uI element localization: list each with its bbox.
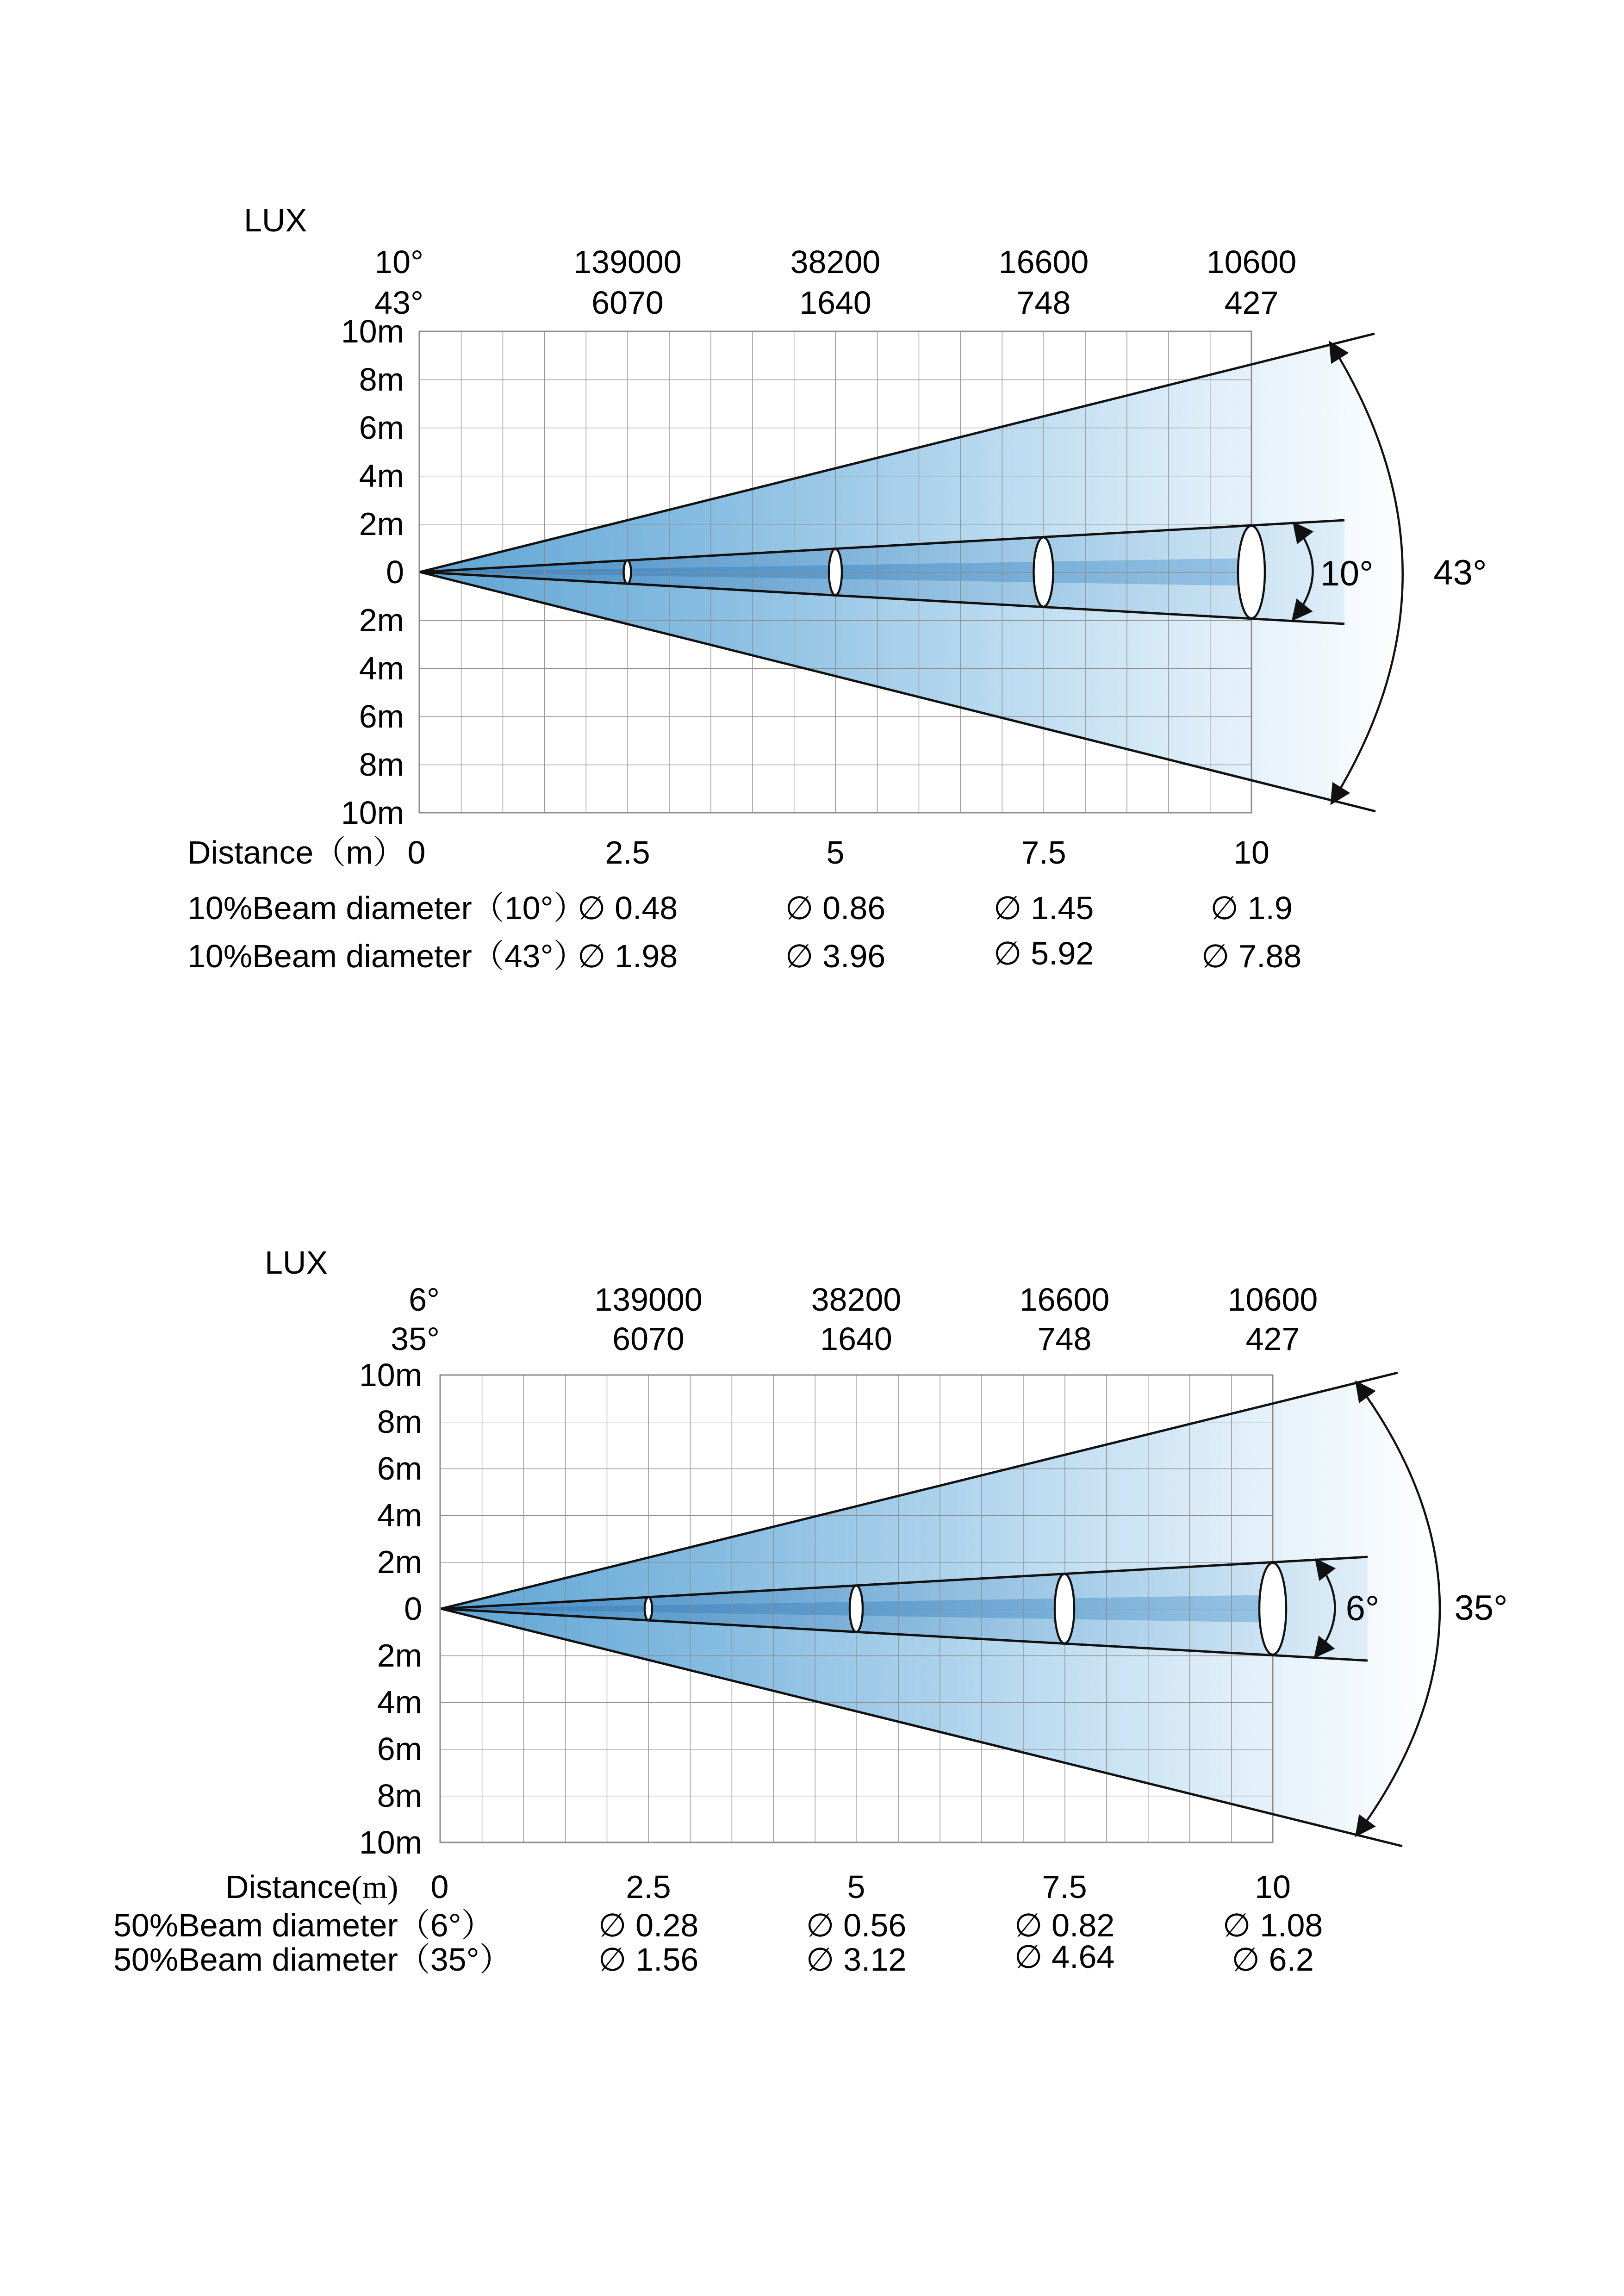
beam-diameter-value: ∅ 7.88: [1201, 938, 1302, 974]
distance-tick: 7.5: [1042, 1869, 1087, 1905]
y-axis-tick-label: 10m: [359, 1357, 422, 1393]
y-axis-tick-label: 4m: [359, 458, 404, 494]
lux-row-angle: 6°: [409, 1282, 440, 1318]
beam-diameter-value: ∅ 5.92: [993, 935, 1094, 971]
y-axis-tick-label: 6m: [377, 1450, 422, 1487]
distance-tick: 10: [1255, 1869, 1291, 1905]
y-axis-tick-label: 10m: [341, 795, 404, 831]
beam-diameter-row-label: 50%Beam diameter（35°）: [113, 1941, 512, 1978]
beam-diameter-value: ∅ 6.2: [1232, 1941, 1314, 1978]
beam-diameter-value: ∅ 4.64: [1014, 1939, 1115, 1975]
lux-value: 38200: [790, 244, 881, 280]
beam-cross-section-ellipse: [624, 560, 631, 584]
lux-value: 16600: [1019, 1282, 1110, 1318]
beam-cross-section-ellipse: [850, 1586, 863, 1632]
beam-diameter-value: ∅ 3.12: [806, 1941, 907, 1978]
beam-diameter-value: ∅ 0.28: [598, 1907, 699, 1943]
y-axis-tick-label: 8m: [359, 361, 404, 398]
lux-value: 1640: [820, 1321, 892, 1357]
lux-value: 1640: [799, 285, 871, 321]
beam-diameter-row-label: 10%Beam diameter（43°）: [187, 938, 586, 974]
upper-beam-diagram: [419, 331, 1403, 813]
beam-cross-section-ellipse: [829, 549, 842, 595]
lux-value: 139000: [573, 244, 682, 280]
y-axis-tick-label: 0: [386, 554, 404, 590]
distance-tick: 0: [430, 1869, 449, 1905]
beam-diameter-row-label: 10%Beam diameter（10°）: [187, 890, 586, 926]
beam-diameter-value: ∅ 1.56: [598, 1941, 699, 1978]
lux-value: 748: [1016, 285, 1071, 321]
beam-diameter-value: ∅ 1.98: [577, 938, 678, 974]
wide-beam-angle-label: 43°: [1433, 553, 1487, 592]
lux-value: 748: [1037, 1321, 1092, 1357]
distance-tick: 7.5: [1021, 834, 1066, 871]
y-axis-tick-label: 6m: [359, 410, 404, 446]
beam-diameter-value: ∅ 1.08: [1222, 1907, 1323, 1943]
y-axis-tick-label: 8m: [377, 1404, 422, 1440]
beam-diameter-value: ∅ 0.56: [806, 1907, 907, 1943]
lux-value: 10600: [1227, 1282, 1318, 1318]
y-axis-tick-label: 8m: [377, 1778, 422, 1814]
y-axis-tick-label: 2m: [359, 602, 404, 638]
beam-diameter-value: ∅ 0.82: [1014, 1907, 1115, 1943]
y-axis-tick-label: 10m: [341, 313, 404, 349]
distance-axis-unit: (m): [351, 1870, 398, 1905]
wide-beam-angle-label: 35°: [1454, 1588, 1508, 1628]
y-axis-tick-label: 8m: [359, 747, 404, 783]
narrow-beam-angle-label: 10°: [1320, 554, 1374, 593]
beam-cross-section-ellipse: [1055, 1574, 1074, 1643]
narrow-beam-angle-label: 6°: [1345, 1589, 1380, 1628]
beam-cross-section-ellipse: [1238, 526, 1265, 618]
beam-diameter-value: ∅ 1.9: [1210, 890, 1293, 926]
y-axis-tick-label: 4m: [359, 650, 404, 686]
lux-title: LUX: [244, 202, 307, 238]
y-axis-tick-label: 2m: [377, 1637, 422, 1674]
lux-title: LUX: [265, 1244, 328, 1281]
beam-diameter-value: ∅ 0.86: [785, 890, 886, 926]
distance-tick: 5: [826, 834, 845, 871]
lux-value: 6070: [612, 1321, 684, 1357]
y-axis-tick-label: 6m: [377, 1731, 422, 1767]
distance-tick: 2.5: [626, 1869, 671, 1905]
distance-tick: 10: [1233, 834, 1269, 871]
distance-axis-label: Distance（m）: [187, 834, 405, 871]
distance-tick: 0: [407, 834, 426, 871]
y-axis-tick-label: 10m: [359, 1824, 422, 1860]
y-axis-tick-label: 6m: [359, 698, 404, 734]
beam-diameter-value: ∅ 3.96: [785, 938, 886, 974]
distance-axis-label: [225, 1871, 398, 1904]
lower-beam-diagram: [440, 1373, 1440, 1846]
beam-cross-section-ellipse: [645, 1597, 652, 1620]
beam-diameter-row-label: 50%Beam diameter（6°）: [113, 1907, 494, 1943]
beam-cross-section-ellipse: [1034, 537, 1053, 607]
y-axis-tick-label: 4m: [377, 1497, 422, 1533]
lux-value: 16600: [998, 244, 1089, 280]
beam-diameter-value: ∅ 1.45: [993, 890, 1094, 926]
distance-tick: 2.5: [605, 834, 650, 871]
distance-tick: 5: [847, 1869, 865, 1905]
lux-row-angle: 43°: [374, 285, 423, 321]
beam-cross-section-ellipse: [1259, 1563, 1286, 1655]
beam-diameter-value: ∅ 0.48: [577, 890, 678, 926]
lux-value: 427: [1224, 285, 1279, 321]
lux-row-angle: 35°: [391, 1321, 440, 1357]
lux-value: 6070: [591, 285, 664, 321]
y-axis-tick-label: 0: [404, 1591, 422, 1627]
distance-axis-label-text: Distance: [225, 1869, 352, 1905]
y-axis-tick-label: 2m: [359, 506, 404, 542]
y-axis-tick-label: 4m: [377, 1684, 422, 1720]
lux-value: 10600: [1206, 244, 1297, 280]
lux-row-angle: 10°: [374, 244, 423, 280]
lux-value: 139000: [594, 1282, 703, 1318]
lux-value: 427: [1245, 1321, 1300, 1357]
lux-value: 38200: [811, 1282, 902, 1318]
y-axis-tick-label: 2m: [377, 1544, 422, 1580]
